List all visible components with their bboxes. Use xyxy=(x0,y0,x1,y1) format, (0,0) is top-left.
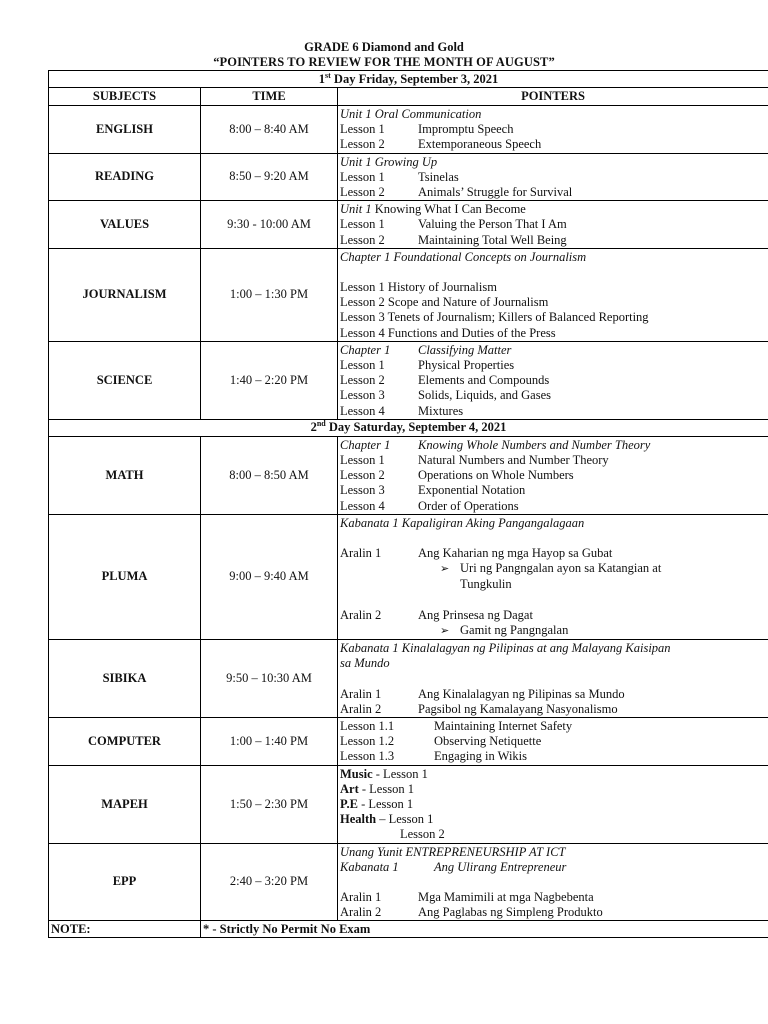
table-row-epp xyxy=(49,843,768,921)
time-cell: 8:50 – 9:20 AM xyxy=(201,153,338,201)
table-row-sibika xyxy=(49,640,768,718)
time-cell: 9:30 - 10:00 AM xyxy=(201,201,338,249)
day-2-label: 2nd Day Saturday, September 4, 2021 xyxy=(49,419,768,436)
day-1-header-row xyxy=(49,71,768,88)
pointers-cell: Music - Lesson 1 Art - Lesson 1 P.E - Lesson 1 Health – Lesson 1 Lesson 2 xyxy=(338,765,768,843)
table-row-values xyxy=(49,201,768,249)
document-title: GRADE 6 Diamond and Gold xyxy=(304,40,464,54)
subject-cell: SCIENCE xyxy=(49,341,201,419)
subject-cell: PLUMA xyxy=(49,514,201,639)
document-subtitle: “POINTERS TO REVIEW FOR THE MONTH OF AUGUST” xyxy=(213,55,555,69)
arrow-bullet-icon: ➢ xyxy=(440,563,450,576)
time-cell: 1:40 – 2:20 PM xyxy=(201,341,338,419)
table-row-math xyxy=(49,436,768,514)
subject-cell: MAPEH xyxy=(49,765,201,843)
table-row-computer xyxy=(49,717,768,765)
table-row-mapeh xyxy=(49,765,768,843)
table-row-reading xyxy=(49,153,768,201)
pointers-cell: Lesson 1.1 Maintaining Internet Safety Lesson 1.2 Observing Netiquette Lesson 1.3 Engaging in Wikis xyxy=(338,717,768,765)
day-2-header-row xyxy=(49,419,768,436)
subject-cell: JOURNALISM xyxy=(49,248,201,341)
pointers-header: POINTERS xyxy=(338,88,768,106)
subject-cell: VALUES xyxy=(49,201,201,249)
pointers-cell: Chapter 1 Knowing Whole Numbers and Number Theory Lesson 1 Natural Numbers and Number Theory Lesson 2 Operations on Whole Numbers Lesson 3 Exponential Notation Lesson 4 Order of Operations xyxy=(338,436,768,514)
pointers-cell: Kabanata 1 Kinalalagyan ng Pilipinas at ang Malayang Kaisipan sa Mundo Aralin 1 Ang Kinalalagyan ng Pilipinas sa Mundo Aralin 2 Pagsibol ng Kamalayang Nasyonalismo xyxy=(338,640,768,718)
note-text: * - Strictly No Permit No Exam xyxy=(201,921,768,938)
time-cell: 1:50 – 2:30 PM xyxy=(201,765,338,843)
subject-cell: COMPUTER xyxy=(49,717,201,765)
table-row-journalism xyxy=(49,248,768,341)
pointers-cell: Unit 1 Oral Communication Lesson 1 Impromptu Speech Lesson 2 Extemporaneous Speech xyxy=(338,106,768,154)
day-1-label: 1st Day Friday, September 3, 2021 xyxy=(49,71,768,88)
pointers-cell: Unang Yunit ENTREPRENEURSHIP AT ICT Kabanata 1 Ang Ulirang Entrepreneur Aralin 1 Mga Mamimili at mga Nagbebenta Aralin 2 Ang Paglabas ng Simpleng Produkto xyxy=(338,843,768,921)
pointers-cell: Unit 1 Growing Up Lesson 1 Tsinelas Lesson 2 Animals’ Struggle for Survival xyxy=(338,153,768,201)
note-label: NOTE: xyxy=(49,921,201,938)
table-row-english xyxy=(49,106,768,154)
arrow-bullet-icon: ➢ xyxy=(440,624,450,637)
time-cell: 8:00 – 8:40 AM xyxy=(201,106,338,154)
pointers-cell: Unit 1 Knowing What I Can Become Lesson 1 Valuing the Person That I Am Lesson 2 Maintaining Total Well Being xyxy=(338,201,768,249)
subject-cell: EPP xyxy=(49,843,201,921)
pointers-cell: Chapter 1 Classifying Matter Lesson 1 Physical Properties Lesson 2 Elements and Compounds Lesson 3 Solids, Liquids, and Gases Lesson 4 Mixtures xyxy=(338,341,768,419)
subject-cell: SIBIKA xyxy=(49,640,201,718)
subjects-header: SUBJECTS xyxy=(49,88,201,106)
schedule-table xyxy=(48,70,768,938)
time-cell: 1:00 – 1:30 PM xyxy=(201,248,338,341)
time-cell: 9:00 – 9:40 AM xyxy=(201,514,338,639)
note-row xyxy=(49,921,768,938)
time-cell: 1:00 – 1:40 PM xyxy=(201,717,338,765)
pointers-cell: Kabanata 1 Kapaligiran Aking Pangangalagaan Aralin 1 Ang Kaharian ng mga Hayop sa Gubat ➢ Uri ng Pangngalan ayon sa Katangian at Tungkulin Aralin 2 Ang Prinsesa ng Dagat ➢ Gamit ng Pangngalan xyxy=(338,514,768,639)
pointers-cell: Chapter 1 Foundational Concepts on Journalism Lesson 1 History of Journalism Lesson 2 Scope and Nature of Journalism Lesson 3 Tenets of Journalism; Killers of Balanced Reporting Lesson 4 Functions and Duties of the Press xyxy=(338,248,768,341)
time-header: TIME xyxy=(201,88,338,106)
time-cell: 2:40 – 3:20 PM xyxy=(201,843,338,921)
subject-cell: READING xyxy=(49,153,201,201)
time-cell: 9:50 – 10:30 AM xyxy=(201,640,338,718)
table-row-pluma xyxy=(49,514,768,639)
subject-cell: MATH xyxy=(49,436,201,514)
table-row-science xyxy=(49,341,768,419)
column-header-row xyxy=(49,88,768,106)
time-cell: 8:00 – 8:50 AM xyxy=(201,436,338,514)
subject-cell: ENGLISH xyxy=(49,106,201,154)
